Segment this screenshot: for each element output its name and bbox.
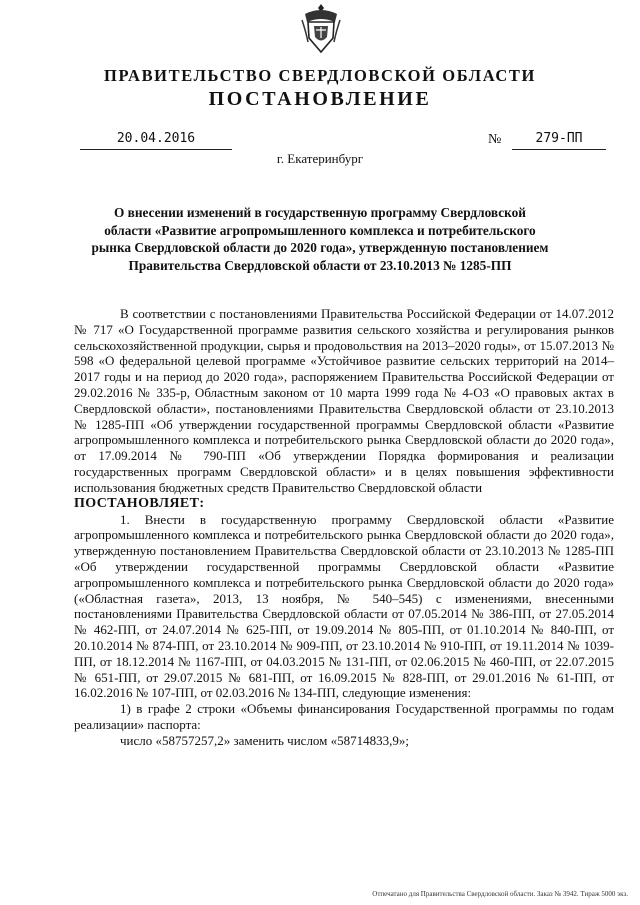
item-1-1-a-paragraph: число «58757257,2» заменить числом «58714833,9»; bbox=[120, 732, 410, 748]
city: г. Екатеринбург bbox=[276, 151, 364, 166]
preamble-paragraph: В соответствии с постановлениями Правительства Российской Федерации от 14.07.2012 № 717 «О Государственной программе развития сельского хозяйства и регулирования рынков сельскохозяйственной продукции, сырья и продовольствия на 2013–2020 годы», от 15.07.2013 № 598 «О федеральной целевой программе «Устойчивое развитие сельских территорий на 2014–2017 годы и на период до 2020 года», распоряжением Правительства Российской Федерации от 29.02.2016 № 335-р, Областным законом от 10 марта 1999 года № 4-ОЗ «О правовых актах в Свердловской области», постановлениями Правительства Свердловской области от 23.10.2013 № 1285-ПП «Об утверждении государственной программы Свердловской области «Развитие агропромышленного комплекса и потребительского рынка Свердловской области до 2020 года», от 17.09.2014 № 790-ПП «Об утверждении Порядка формирования и реализации государственных программ Свердловской области» и в целях повышения эффективности использования бюджетных средств Правительство Свердловской области bbox=[74, 306, 614, 495]
resolve-heading: ПОСТАНОВЛЯЕТ: bbox=[74, 495, 205, 511]
item-1-1-paragraph: 1) в графе 2 строки «Объемы финансирования Государственной программы по годам реализации» паспорта: bbox=[74, 701, 614, 732]
item-1-paragraph: 1. Внести в государственную программу Свердловской области «Развитие агропромышленного комплекса и потребительского рынка Свердловской области до 2020 года», утвержденную постановлением Правительства Свердловской области от 23.10.2013 № 1285-ПП «Об утверждении государственной программы Свердловской области «Развитие агропромышленного комплекса и потребительского рынка Свердловской области до 2020 года» («Областная газета», 2013, 13 ноября, № 540–545) с изменениями, внесенными постановлениями Правительства Свердловской области от 07.05.2014 № 386-ПП, от 27.05.2014 № 462-ПП, от 24.07.2014 № 625-ПП, от 19.09.2014 № 805-ПП, от 01.10.2014 № 840-ПП, от 20.10.2014 № 874-ПП, от 23.10.2014 № 909-ПП, от 23.10.2014 № 910-ПП, от 19.11.2014 № 1039-ПП, от 18.12.2014 № 1167-ПП, от 04.03.2015 № 131-ПП, от 02.06.2015 № 460-ПП, от 22.07.2015 № 651-ПП, от 29.07.2015 № 681-ПП, от 16.09.2015 № 828-ПП, от 29.01.2016 № 61-ПП, от 16.02.2016 № 107-ПП, от 02.03.2016 № 134-ПП, следующие изменения: bbox=[74, 511, 614, 701]
decree-date: 20.04.2016 bbox=[80, 131, 232, 150]
coat-of-arms-emblem bbox=[300, 2, 342, 54]
government-title: ПРАВИТЕЛЬСТВО СВЕРДЛОВСКОЙ ОБЛАСТИ bbox=[104, 66, 536, 85]
number-sign: № bbox=[488, 132, 502, 147]
document-type-title: ПОСТАНОВЛЕНИЕ bbox=[208, 88, 432, 110]
decree-number: 279-ПП bbox=[512, 131, 606, 150]
decree-body bbox=[74, 306, 614, 749]
print-footer: Отпечатано для Правительства Свердловской области. Заказ № 3942. Тираж 5000 экз. bbox=[372, 890, 628, 898]
decree-subject: О внесении изменений в государственную программу Свердловской области «Развитие агропромышленного комплекса и потребительского рынка Свердловской области до 2020 года», утвержденную постановлением Правительства Свердловской области от 23.10.2013 № 1285-ПП bbox=[91, 205, 549, 273]
